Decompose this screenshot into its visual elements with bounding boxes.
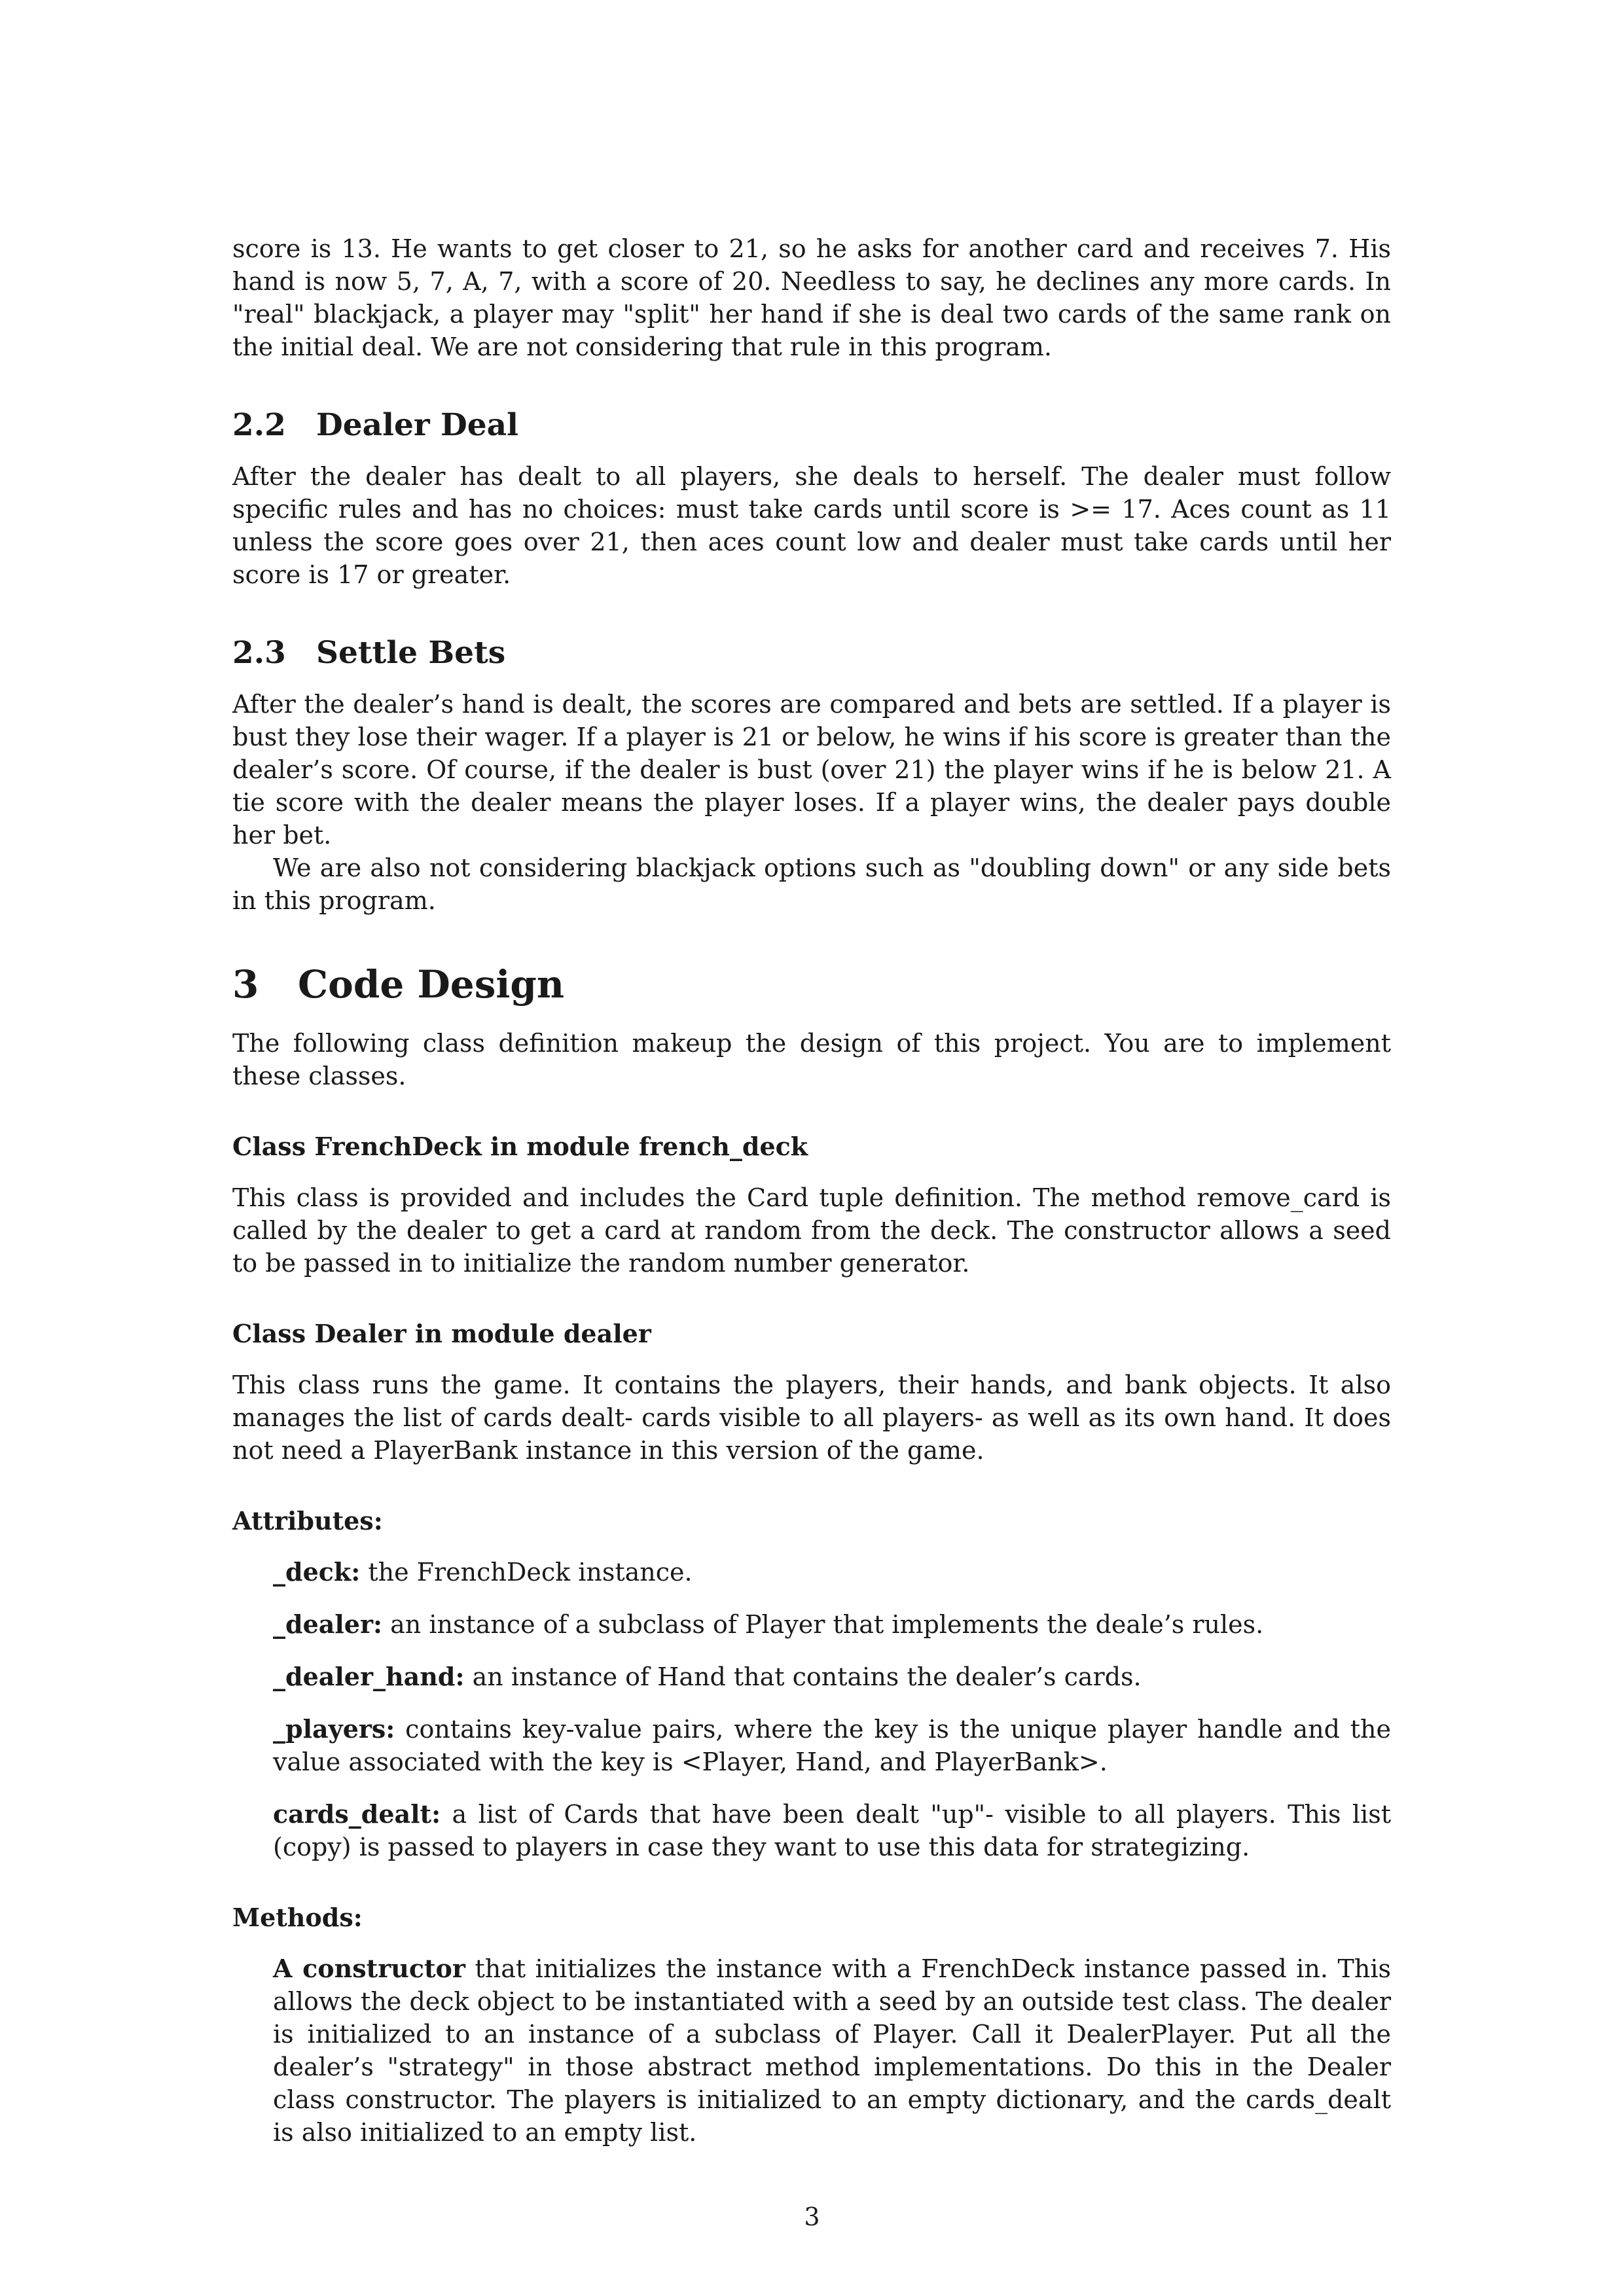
subheading-french-deck: Class FrenchDeck in module french_deck [232, 1132, 808, 1161]
french-deck-paragraph: This class is provided and includes the Card tuple definition. The method remove_card is called by the dealer to get a card at random from the deck. The constructor allows a seed to be passed in to initialize the random number generator. [232, 1183, 1391, 1278]
attribute-item [273, 1660, 1391, 1693]
attribute-item [273, 1713, 1391, 1778]
page-content [232, 232, 1391, 2149]
settle-bets-paragraph-2: We are also not considering blackjack options such as "doubling down" or any side bets in this program. [232, 853, 1391, 915]
section-heading-settle-bets [232, 635, 1391, 672]
attribute-item [273, 1556, 1391, 1588]
attribute-item [273, 1608, 1391, 1641]
subheading-methods: Methods: [232, 1903, 363, 1932]
section-number: 3 [232, 962, 259, 1007]
attribute-desc: contains key-value pairs, where the key is the unique player handle and the value associated with the key is <Player, Hand, and PlayerBank>. [273, 1715, 1391, 1776]
page-number: 3 [804, 2202, 820, 2231]
subheading-attributes: Attributes: [232, 1506, 383, 1535]
subheading-dealer-class: Class Dealer in module dealer [232, 1319, 651, 1348]
attribute-term: _dealer_hand: [273, 1662, 465, 1691]
attribute-item [273, 1798, 1391, 1863]
section-title: Code Design [298, 962, 565, 1007]
section-heading-code-design [232, 963, 1391, 1006]
section-title: Dealer Deal [316, 407, 518, 443]
method-item [273, 1952, 1391, 2149]
method-desc: that initializes the instance with a FrenchDeck instance passed in. This allows the deck object to be instantiated with a seed by an outside test class. The dealer is initialized to an instance of a subclass of Player. Call it DealerPlayer. Put all the dealer’s "strategy" in those abstract method implementations. Do this in the Dealer class constructor. The players is initialized to an empty dictionary, and the cards_dealt is also initialized to an empty list. [273, 1954, 1391, 2147]
section-number: 2.2 [232, 407, 286, 443]
code-design-paragraph: The following class definition makeup the design of this project. You are to implement these classes. [232, 1029, 1391, 1090]
attribute-desc: a list of Cards that have been dealt "up"- visible to all players. This list (copy) is passed to players in case they want to use this data for strategizing. [273, 1800, 1391, 1861]
section-heading-dealer-deal [232, 407, 1391, 444]
attribute-desc: the FrenchDeck instance. [368, 1558, 693, 1587]
attribute-term: _deck: [273, 1557, 361, 1587]
attribute-desc: an instance of Hand that contains the dealer’s cards. [472, 1662, 1142, 1691]
dealer-deal-paragraph: After the dealer has dealt to all players, she deals to herself. The dealer must follow specific rules and has no choices: must take cards until score is >= 17. Aces count as 11 unless the score goes over 21, then aces count low and dealer must take cards until her score is 17 or greater. [232, 462, 1391, 589]
section-number: 2.3 [232, 635, 286, 671]
attribute-term: _dealer: [273, 1609, 383, 1639]
attribute-term: cards_dealt: [273, 1799, 441, 1829]
method-term: A constructor [273, 1954, 465, 1983]
intro-paragraph: score is 13. He wants to get closer to 21, so he asks for another card and receives 7. His hand is now 5, 7, A, 7, with a score of 20. Needless to say, he declines any more cards. In "real" blackjack, a player may "split" her hand if she is deal two cards of the same rank on the initial deal. We are not considering that rule in this program. [232, 234, 1391, 361]
dealer-class-paragraph: This class runs the game. It contains the players, their hands, and bank objects. It also manages the list of cards dealt- cards visible to all players- as well as its own hand. It does not need a PlayerBank instance in this version of the game. [232, 1371, 1391, 1465]
section-title: Settle Bets [316, 635, 506, 671]
settle-bets-paragraph-1: After the dealer’s hand is dealt, the scores are compared and bets are settled. If a player is bust they lose their wager. If a player is 21 or below, he wins if his score is greater than the dealer’s score. Of course, if the dealer is bust (over 21) the player wins if he is below 21. A tie score with the dealer means the player loses. If a player wins, the dealer pays double her bet. [232, 690, 1391, 850]
attribute-desc: an instance of a subclass of Player that implements the deale’s rules. [390, 1610, 1264, 1639]
attribute-term: _players: [273, 1714, 395, 1744]
